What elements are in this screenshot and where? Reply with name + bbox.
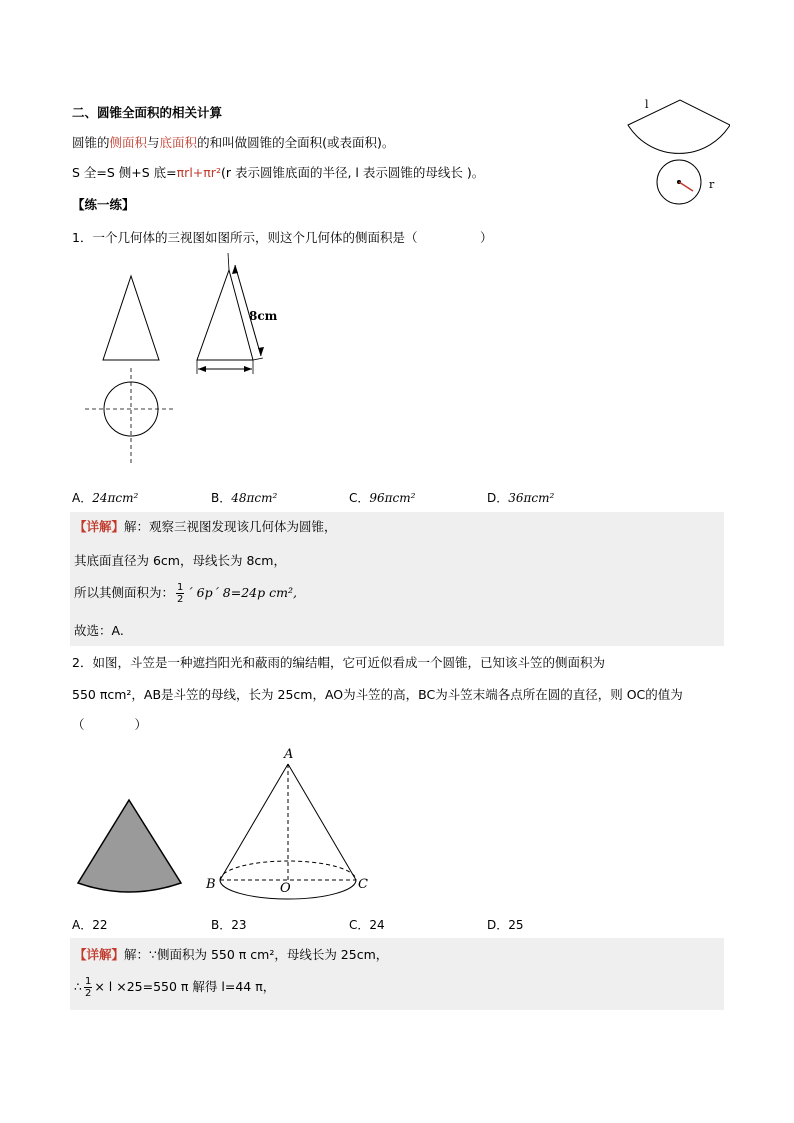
point-a-label: A (284, 747, 294, 762)
hat-cone (78, 800, 181, 892)
q1-option-b: B．48πcm² (211, 491, 278, 505)
q2-option-a: A．22 (72, 918, 108, 932)
width-arrow-right (244, 366, 252, 372)
q1-solution-tag: 【详解】 (74, 519, 125, 534)
q2-solution-box (70, 938, 724, 1010)
practice-label: 【练一练】 (72, 197, 135, 212)
q2-cone-diagram (200, 742, 380, 900)
q1-solution-line4: 故选：A. (74, 623, 124, 638)
q2-option-b: B．23 (211, 918, 247, 932)
point-o-label: O (280, 881, 291, 896)
def-prefix: 圆锥的 (72, 135, 110, 150)
slant-line-ab (220, 764, 288, 880)
q1-solution-line1: 【详解】解：观察三视图发现该几何体为圆锥， (74, 519, 337, 534)
width-arrow-left (198, 366, 206, 372)
q2-option-c: C．24 (349, 918, 385, 932)
q1-solution-box (70, 512, 724, 646)
q1-option-c: C．96πcm² (349, 491, 416, 505)
q2-fraction: $\frac{1}{2}$ (84, 976, 92, 999)
hat-figure (72, 795, 187, 900)
q1-three-views (85, 248, 285, 470)
label-l: l (645, 98, 649, 111)
side-ext-bottom (253, 358, 263, 360)
q1-stem: 1．一个几何体的三视图如图所示，则这个几何体的侧面积是（ ） (72, 230, 493, 245)
def-lateral-term: 侧面积 (109, 135, 148, 150)
section-title: 二、圆锥全面积的相关计算 (72, 105, 223, 120)
def-base-term: 底面积 (159, 135, 198, 150)
def-and: 与 (147, 135, 160, 150)
point-c-label: C (358, 877, 368, 892)
side-view-triangle (197, 270, 253, 360)
q2-solution-line2: ∴ $\frac{1}{2}$ × l ×25=550 π 解得 l=44 π， (74, 976, 276, 999)
label-r: r (709, 178, 715, 191)
q2-solution-tag: 【详解】 (74, 947, 125, 962)
formula-line (72, 164, 484, 182)
definition-line (72, 134, 394, 152)
def-suffix: 的和叫做圆锥的全面积(或表面积)。 (197, 135, 395, 150)
slant-label: 8cm (249, 309, 278, 323)
slant-arrow-top (232, 265, 238, 274)
formula-pirl: πrl+ (176, 165, 204, 180)
side-ext-top (228, 253, 229, 270)
cone-net-figure (620, 95, 730, 210)
q2-option-d: D．25 (487, 918, 524, 932)
q1-option-d: D．36πcm² (487, 491, 555, 505)
q1-fraction: $\frac{1}{2}$ (177, 582, 184, 605)
point-b-label: B (206, 877, 216, 892)
q1-solution-line2: 其底面直径为 6cm，母线长为 8cm， (74, 553, 286, 568)
slant-arrow-bottom (258, 347, 264, 356)
formula-prefix: S 全=S 侧+S 底= (72, 165, 177, 180)
formula-suffix: (r 表示圆锥底面的半径, l 表示圆锥的母线长 )。 (220, 165, 485, 180)
q2-stem-line3: （ ） (72, 717, 148, 732)
q1-solution-line3: 所以其侧面积为： $\frac{1}{2}$ ´ 6p´ 8=24p cm², (74, 582, 297, 605)
q1-option-a: A．24πcm² (72, 491, 139, 505)
q2-stem-line2: 550 πcm²，AB是斗笠的母线，长为 25cm，AO为斗笠的高，BC为斗笠末端各点所在圆的直径，则 OC的值为 (72, 687, 683, 702)
lateral-sector (628, 100, 730, 153)
q2-solution-line1: 【详解】解：∵侧面积为 550 π cm²，母线长为 25cm， (74, 947, 389, 962)
radius-line (679, 182, 693, 191)
slant-line-ac (288, 764, 356, 880)
front-view-triangle (103, 276, 159, 360)
q2-stem-line1: 2．如图，斗笠是一种遮挡阳光和蔽雨的编结帽，它可近似看成一个圆锥，已知该斗笠的侧面积为 (72, 655, 605, 670)
formula-pir2: πr² (203, 165, 221, 180)
